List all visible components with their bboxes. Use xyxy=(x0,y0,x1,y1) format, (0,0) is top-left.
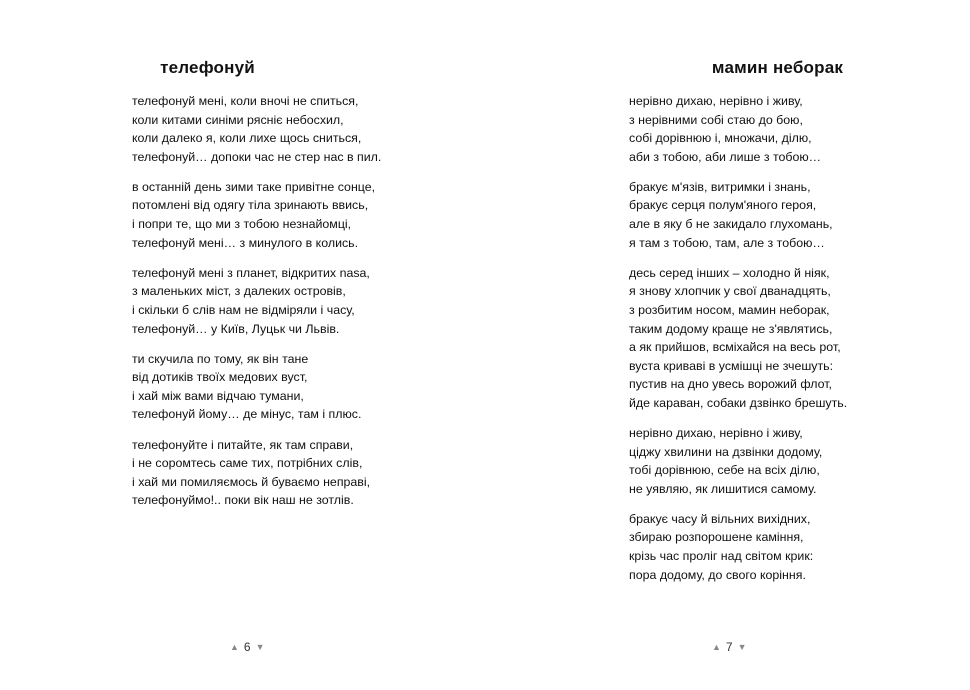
poem-line: коли далеко я, коли лихе щось сниться, xyxy=(132,131,362,146)
poem-body xyxy=(629,92,847,596)
poem-line: ти скучила по тому, як він тане xyxy=(132,351,309,366)
poem-title: телефонуй xyxy=(160,58,255,77)
poem-line: і хай між вами відчаю тумани, xyxy=(132,388,304,403)
poem-line: нерівно дихаю, нерівно і живу, xyxy=(629,426,803,440)
stanza xyxy=(629,424,847,498)
stanza xyxy=(132,178,381,252)
poem-line: з розбитим носом, мамин неборак, xyxy=(629,302,830,317)
poem-line: і скільки б слів нам не відміряли і часу, xyxy=(132,302,355,317)
poem-line: з маленьких міст, з далеких островів, xyxy=(132,284,346,299)
right-page xyxy=(485,0,970,690)
poem-line: телефонуй мені з планет, відкритих nasa, xyxy=(132,265,370,280)
poem-line: собі дорівнюю і, множачи, ділю, xyxy=(629,131,812,146)
triangle-up-icon: ▲ xyxy=(230,642,239,652)
stanza xyxy=(629,178,847,252)
poem-body xyxy=(132,92,381,521)
poem-line: я знову хлопчик у свої дванадцять, xyxy=(629,284,831,299)
poem-line: аби з тобою, аби лише з тобою… xyxy=(629,149,822,164)
poem-line: тобі дорівнюю, себе на всіх ділю, xyxy=(629,463,820,478)
poem-line: ціджу хвилини на дзвінки додому, xyxy=(629,444,823,459)
poem-line: пора додому, до свого коріння. xyxy=(629,567,806,582)
poem-line: вуста криваві в усмішці не зчешуть: xyxy=(629,358,834,373)
poem-line: йде караван, собаки дзвінко брешуть. xyxy=(629,395,848,410)
page-number: 6 xyxy=(243,640,251,654)
stanza xyxy=(629,264,847,413)
poem-line: бракує серця полум'яного героя, xyxy=(629,198,817,213)
stanza xyxy=(629,510,847,584)
page-number: 7 xyxy=(725,640,733,654)
stanza xyxy=(132,92,381,166)
poem-line: бракує м'язів, витримки і знань, xyxy=(629,179,811,194)
poem-line: коли китами синіми рясніє небосхил, xyxy=(132,112,344,127)
poem-title: мамин неборак xyxy=(711,58,844,77)
poem-line: телефонуй мені… з минулого в колись. xyxy=(132,235,359,250)
poem-line: крізь час проліг над світом крик: xyxy=(629,549,814,564)
poem-line: і не соромтесь саме тих, потрібних слів, xyxy=(132,456,363,471)
stanza xyxy=(629,92,847,166)
poem-line: і попри те, що ми з тобою незнайомці, xyxy=(132,217,352,232)
stanza xyxy=(132,436,381,510)
poem-line: телефонуймо!.. поки вік наш не зотлів. xyxy=(132,493,354,508)
triangle-down-icon: ▼ xyxy=(255,642,265,652)
poem-line: телефонуй йому… де мінус, там і плюс. xyxy=(132,407,362,422)
poem-line: нерівно дихаю, нерівно і живу, xyxy=(629,94,803,108)
poem-line: не уявляю, як лишитися самому. xyxy=(629,481,817,496)
poem-line: десь серед інших – холодно й ніяк, xyxy=(629,265,830,280)
stanza xyxy=(132,350,381,424)
poem-line: телефонуйте і питайте, як там справи, xyxy=(132,437,354,452)
poem-line: але в яку б не закидало глухомань, xyxy=(629,217,833,232)
poem-line: в останній день зими таке привітне сонце, xyxy=(132,179,376,194)
poem-line: телефонуй мені, коли вночі не спиться, xyxy=(132,94,359,108)
page-footer xyxy=(712,640,747,654)
poem-line: від дотиків твоїх медових вуст, xyxy=(132,370,308,385)
poem-line: телефонуй… допоки час не стер нас в пил. xyxy=(132,149,382,164)
poem-line: і хай ми помиляємось й буваємо неправі, xyxy=(132,474,371,489)
stanza xyxy=(132,264,381,338)
poem-line: потомлені від одягу тіла зринають ввись, xyxy=(132,198,369,213)
page-footer xyxy=(230,640,265,654)
poem-line: а як прийшов, всміхайся на весь рот, xyxy=(629,340,841,355)
poem-line: з нерівними собі стаю до бою, xyxy=(629,112,803,127)
triangle-up-icon: ▲ xyxy=(712,642,721,652)
poem-line: пустив на дно увесь ворожий флот, xyxy=(629,377,832,392)
triangle-down-icon: ▼ xyxy=(737,642,747,652)
poem-line: бракує часу й вільних вихідних, xyxy=(629,511,811,526)
poem-line: я там з тобою, там, але з тобою… xyxy=(629,235,825,250)
poem-line: збираю розпорошене каміння, xyxy=(629,530,804,545)
poem-line: телефонуй… у Київ, Луцьк чи Львів. xyxy=(132,321,340,336)
poem-line: таким додому краще не з'являтись, xyxy=(629,321,833,336)
